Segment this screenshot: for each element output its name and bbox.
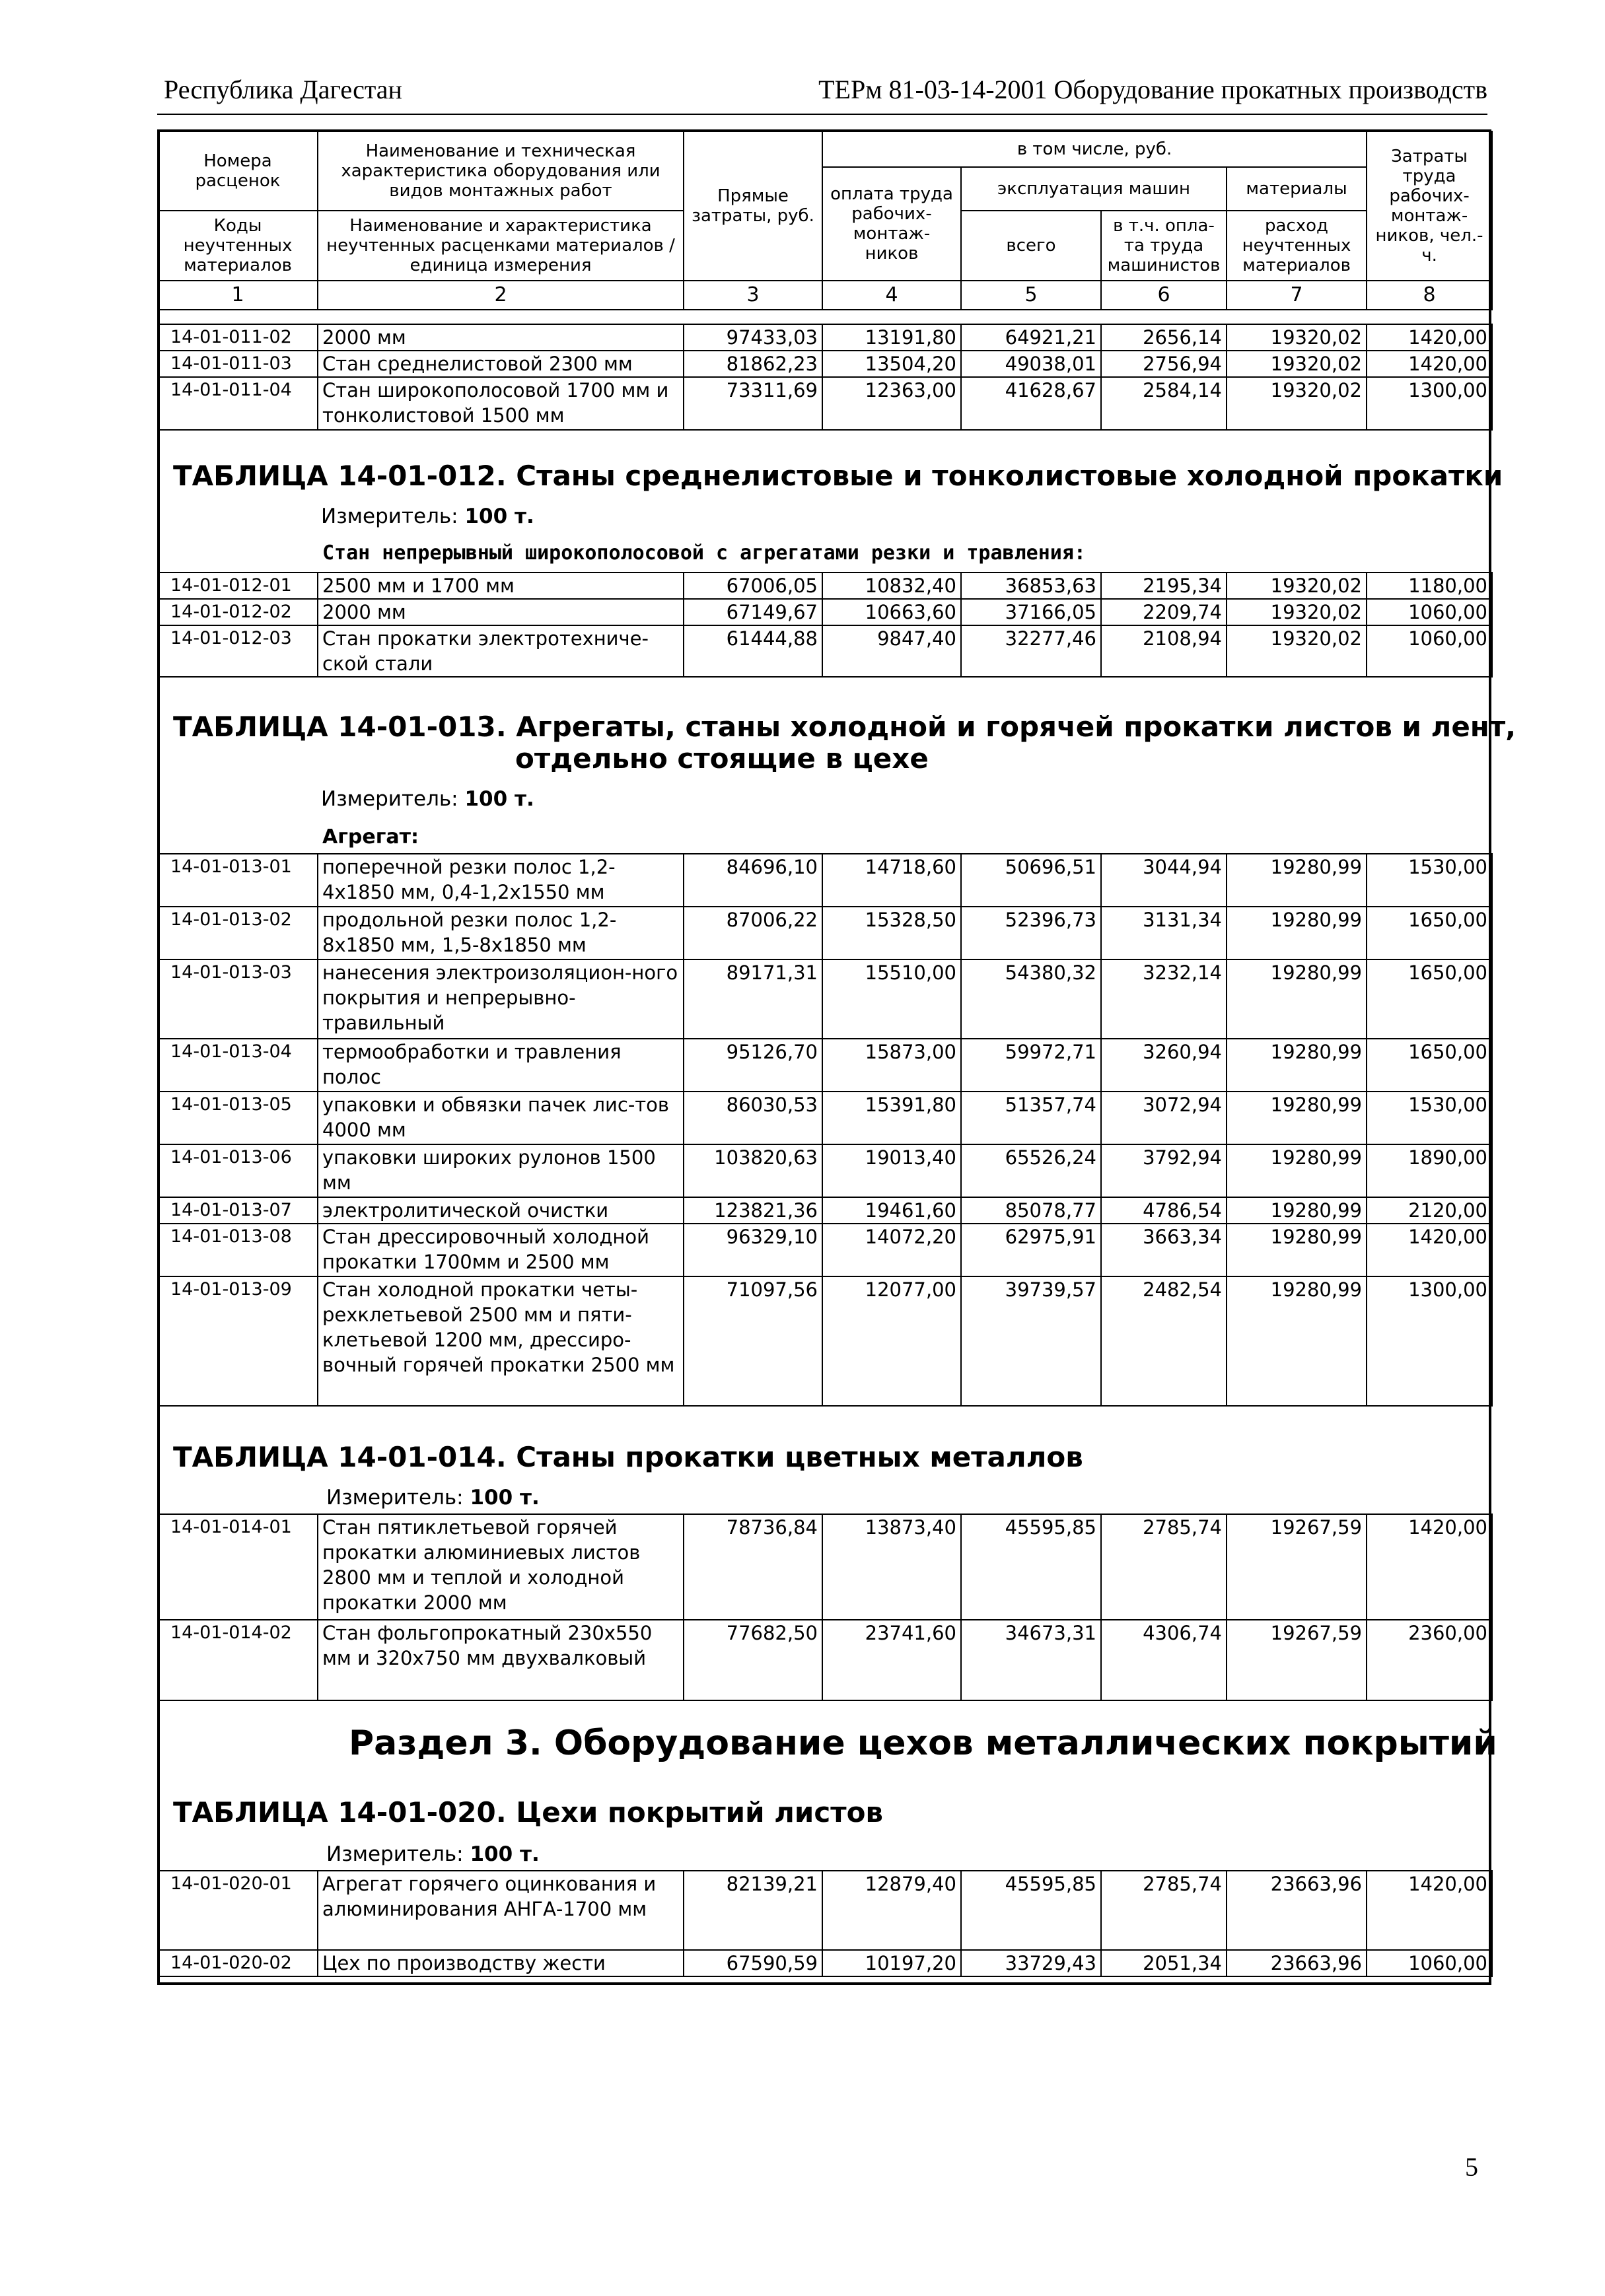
row-name: 2500 мм и 1700 мм: [318, 573, 684, 599]
row-v8: 1060,00: [1367, 599, 1492, 625]
row-v8: 1420,00: [1367, 1514, 1492, 1620]
table-row: [158, 854, 1492, 907]
row-v8: 1060,00: [1367, 1950, 1492, 1976]
table-row: [158, 625, 1492, 677]
table-012-title: ТАБЛИЦА 14-01-012. Станы среднелистовые и тонколистовые холодной прокатки: [173, 460, 1503, 492]
measure-value: 100 т.: [470, 1486, 540, 1510]
row-v3: 82139,21: [684, 1871, 822, 1950]
row-name: Цех по производству жести: [318, 1950, 684, 1976]
row-code: 14-01-013-01: [158, 854, 318, 907]
row-v8: 1650,00: [1367, 1039, 1492, 1092]
row-v3: 73311,69: [684, 377, 822, 430]
row-v5: 45595,85: [961, 1514, 1101, 1620]
row-v8: 1890,00: [1367, 1144, 1492, 1197]
col5-header: всего: [961, 211, 1101, 281]
col-number-7: 7: [1227, 281, 1367, 310]
row-v5: 51357,74: [961, 1092, 1101, 1144]
row-v7: 19320,02: [1227, 377, 1367, 430]
row-name: Стан широкополосовой 1700 мм и тонколистовой 1500 мм: [318, 377, 684, 430]
row-v5: 52396,73: [961, 907, 1101, 959]
row-v5: 65526,24: [961, 1144, 1101, 1197]
table-row: [158, 324, 1492, 351]
table-row: [158, 959, 1492, 1039]
row-code: 14-01-013-02: [158, 907, 318, 959]
row-v4: 15328,50: [822, 907, 961, 959]
row-v3: 97433,03: [684, 324, 822, 351]
row-code: 14-01-013-08: [158, 1224, 318, 1276]
measure-label: Измеритель:: [326, 1486, 464, 1510]
col-number-2: 2: [318, 281, 684, 310]
row-name: Стан среднелистовой 2300 мм: [318, 351, 684, 377]
row-v5: 34673,31: [961, 1620, 1101, 1700]
row-v6: 2195,34: [1101, 573, 1227, 599]
row-v3: 123821,36: [684, 1197, 822, 1224]
row-code: 14-01-012-01: [158, 573, 318, 599]
table-row: [158, 1039, 1492, 1092]
row-v7: 19320,02: [1227, 573, 1367, 599]
row-v8: 1060,00: [1367, 625, 1492, 677]
header-region: Республика Дагестан: [164, 75, 402, 104]
row-v7: 23663,96: [1227, 1871, 1367, 1950]
row-v7: 19280,99: [1227, 1197, 1367, 1224]
row-v7: 19280,99: [1227, 1224, 1367, 1276]
section-heading: Раздел 3. Оборудование цехов металлических покрытий: [349, 1723, 1497, 1763]
row-v5: 49038,01: [961, 351, 1101, 377]
row-v8: 1420,00: [1367, 1871, 1492, 1950]
row-v6: 3072,94: [1101, 1092, 1227, 1144]
row-code: 14-01-011-04: [158, 377, 318, 430]
row-v5: 33729,43: [961, 1950, 1101, 1976]
page-number: 5: [1465, 2152, 1478, 2182]
row-v4: 12879,40: [822, 1871, 961, 1950]
row-v4: 10832,40: [822, 573, 961, 599]
row-v6: 2785,74: [1101, 1514, 1227, 1620]
row-v6: 2482,54: [1101, 1276, 1227, 1406]
row-code: 14-01-012-02: [158, 599, 318, 625]
row-v8: 1300,00: [1367, 1276, 1492, 1406]
col-number-4: 4: [822, 281, 961, 310]
row-v3: 103820,63: [684, 1144, 822, 1197]
measure-label: Измеритель:: [321, 787, 458, 811]
row-v3: 77682,50: [684, 1620, 822, 1700]
row-v8: 1530,00: [1367, 1092, 1492, 1144]
row-v8: 1530,00: [1367, 854, 1492, 907]
row-name: 2000 мм: [318, 599, 684, 625]
row-v7: 19280,99: [1227, 907, 1367, 959]
row-v5: 59972,71: [961, 1039, 1101, 1092]
measure-label: Измеритель:: [326, 1842, 464, 1866]
table-row: [158, 1620, 1492, 1700]
table-row: [158, 1197, 1492, 1224]
row-v6: 3260,94: [1101, 1039, 1227, 1092]
row-v4: 10197,20: [822, 1950, 961, 1976]
row-v7: 19280,99: [1227, 959, 1367, 1039]
table-013-title-line2: отдельно стоящие в цехе: [515, 742, 929, 775]
measure-value: 100 т.: [464, 504, 534, 528]
row-v3: 89171,31: [684, 959, 822, 1039]
row-v6: 3044,94: [1101, 854, 1227, 907]
row-code: 14-01-013-03: [158, 959, 318, 1039]
row-name: Стан пятиклетьевой горячей прокатки алюминиевых листов 2800 мм и теплой и холодной прокатки 2000 мм: [318, 1514, 684, 1620]
col-number-1: 1: [158, 281, 318, 310]
table-020: [157, 1870, 1493, 1977]
col-number-8: 8: [1367, 281, 1492, 310]
row-v6: 2785,74: [1101, 1871, 1227, 1950]
table-row: [158, 907, 1492, 959]
row-v3: 86030,53: [684, 1092, 822, 1144]
row-v6: 3131,34: [1101, 907, 1227, 959]
row-name: Стан дрессировочный холодной прокатки 1700мм и 2500 мм: [318, 1224, 684, 1276]
row-v5: 41628,67: [961, 377, 1101, 430]
column-header-table: [157, 131, 1493, 310]
table-013-title: ТАБЛИЦА 14-01-013. Агрегаты, станы холодной и горячей прокатки листов и лент,: [173, 711, 1516, 743]
row-v7: 19280,99: [1227, 1276, 1367, 1406]
row-code: 14-01-013-07: [158, 1197, 318, 1224]
row-v4: 19461,60: [822, 1197, 961, 1224]
row-v5: 50696,51: [961, 854, 1101, 907]
row-v6: 2108,94: [1101, 625, 1227, 677]
row-v4: 15510,00: [822, 959, 961, 1039]
row-v3: 67149,67: [684, 599, 822, 625]
row-v8: 1420,00: [1367, 351, 1492, 377]
row-name: Стан прокатки электротехниче-ской стали: [318, 625, 684, 677]
table-013: [157, 853, 1493, 1407]
row-v8: 2120,00: [1367, 1197, 1492, 1224]
row-v5: 32277,46: [961, 625, 1101, 677]
col1-bottom-header: Коды неучтенных материалов: [158, 211, 318, 281]
row-v5: 39739,57: [961, 1276, 1101, 1406]
row-v3: 78736,84: [684, 1514, 822, 1620]
col6-header: в т.ч. опла-та труда машинистов: [1101, 211, 1227, 281]
row-v3: 67590,59: [684, 1950, 822, 1976]
machines-header: эксплуатация машин: [961, 167, 1227, 211]
row-code: 14-01-011-03: [158, 351, 318, 377]
row-code: 14-01-011-02: [158, 324, 318, 351]
row-v6: 2051,34: [1101, 1950, 1227, 1976]
row-v3: 95126,70: [684, 1039, 822, 1092]
row-v3: 71097,56: [684, 1276, 822, 1406]
row-name: упаковки широких рулонов 1500 мм: [318, 1144, 684, 1197]
table-012: [157, 572, 1493, 678]
col7-header: расход неучтенных материалов: [1227, 211, 1367, 281]
table-row: [158, 1950, 1492, 1976]
table-020-title: ТАБЛИЦА 14-01-020. Цехи покрытий листов: [173, 1796, 883, 1828]
row-v5: 45595,85: [961, 1871, 1101, 1950]
row-v7: 19320,02: [1227, 324, 1367, 351]
row-v7: 23663,96: [1227, 1950, 1367, 1976]
row-v8: 1420,00: [1367, 1224, 1492, 1276]
table-row: [158, 377, 1492, 430]
row-code: 14-01-013-09: [158, 1276, 318, 1406]
row-v7: 19280,99: [1227, 1144, 1367, 1197]
row-v3: 84696,10: [684, 854, 822, 907]
row-v8: 1650,00: [1367, 907, 1492, 959]
row-v4: 15391,80: [822, 1092, 961, 1144]
row-v3: 67006,05: [684, 573, 822, 599]
row-name: Стан холодной прокатки четы-рехклетьевой 2500 мм и пяти-клетьевой 1200 мм, дрессиро-вочный горячей прокатки 2500 мм: [318, 1276, 684, 1406]
row-code: 14-01-020-01: [158, 1871, 318, 1950]
table-row: [158, 573, 1492, 599]
row-v3: 87006,22: [684, 907, 822, 959]
row-code: 14-01-014-01: [158, 1514, 318, 1620]
measure-value: 100 т.: [464, 787, 534, 811]
row-v7: 19320,02: [1227, 599, 1367, 625]
row-v3: 61444,88: [684, 625, 822, 677]
table-011-continued: [157, 324, 1493, 431]
row-v5: 62975,91: [961, 1224, 1101, 1276]
table-012-measure: [321, 504, 534, 528]
table-row: [158, 599, 1492, 625]
col3-header: Прямые затраты, руб.: [684, 131, 822, 281]
row-name: электролитической очистки: [318, 1197, 684, 1224]
row-v5: 85078,77: [961, 1197, 1101, 1224]
header-document-title: ТЕРм 81-03-14-2001 Оборудование прокатных производств: [818, 75, 1487, 104]
row-v8: 1180,00: [1367, 573, 1492, 599]
row-v4: 10663,60: [822, 599, 961, 625]
col2-top-header: Наименование и техническая характеристика оборудования или видов монтажных работ: [318, 131, 684, 211]
table-row: [158, 1276, 1492, 1406]
row-code: 14-01-013-04: [158, 1039, 318, 1092]
col1-top-header: Номера расценок: [158, 131, 318, 211]
row-v6: 2656,14: [1101, 324, 1227, 351]
col-number-5: 5: [961, 281, 1101, 310]
table-row: [158, 1092, 1492, 1144]
row-v6: 3792,94: [1101, 1144, 1227, 1197]
row-name: Стан фольгопрокатный 230x550 мм и 320x750 мм двухвалковый: [318, 1620, 684, 1700]
table-014-measure: [326, 1486, 540, 1510]
measure-value: 100 т.: [470, 1842, 540, 1866]
row-v7: 19280,99: [1227, 1039, 1367, 1092]
row-v7: 19320,02: [1227, 351, 1367, 377]
col-number-6: 6: [1101, 281, 1227, 310]
row-v4: 14718,60: [822, 854, 961, 907]
row-v8: 1650,00: [1367, 959, 1492, 1039]
table-014-title: ТАБЛИЦА 14-01-014. Станы прокатки цветных металлов: [173, 1441, 1083, 1473]
row-v8: 2360,00: [1367, 1620, 1492, 1700]
row-v6: 4786,54: [1101, 1197, 1227, 1224]
row-v4: 12077,00: [822, 1276, 961, 1406]
row-name: 2000 мм: [318, 324, 684, 351]
row-v4: 13873,40: [822, 1514, 961, 1620]
table-012-subheading: Стан непрерывный широкополосовой с агрегатами резки и травления:: [322, 541, 1086, 565]
row-code: 14-01-013-06: [158, 1144, 318, 1197]
row-v8: 1300,00: [1367, 377, 1492, 430]
row-v8: 1420,00: [1367, 324, 1492, 351]
row-name: поперечной резки полос 1,2-4x1850 мм, 0,4-1,2x1550 мм: [318, 854, 684, 907]
table-013-subheading: Агрегат:: [322, 825, 419, 849]
row-name: продольной резки полос 1,2-8x1850 мм, 1,5-8x1850 мм: [318, 907, 684, 959]
col4-header: оплата труда рабочих-монтаж-ников: [822, 167, 961, 281]
row-v4: 13191,80: [822, 324, 961, 351]
col2-bottom-header: Наименование и характеристика неучтенных расценками материалов / единица измерения: [318, 211, 684, 281]
row-v6: 4306,74: [1101, 1620, 1227, 1700]
row-code: 14-01-020-02: [158, 1950, 318, 1976]
row-v7: 19320,02: [1227, 625, 1367, 677]
row-v3: 96329,10: [684, 1224, 822, 1276]
row-v6: 3232,14: [1101, 959, 1227, 1039]
table-row: [158, 1144, 1492, 1197]
row-code: 14-01-012-03: [158, 625, 318, 677]
table-row: [158, 1514, 1492, 1620]
row-v4: 9847,40: [822, 625, 961, 677]
col8-header: Затраты труда рабочих-монтаж-ников, чел.-ч.: [1367, 131, 1492, 281]
row-v7: 19267,59: [1227, 1514, 1367, 1620]
table-row: [158, 351, 1492, 377]
row-v6: 3663,34: [1101, 1224, 1227, 1276]
table-013-measure: [321, 787, 534, 811]
row-code: 14-01-013-05: [158, 1092, 318, 1144]
row-code: 14-01-014-02: [158, 1620, 318, 1700]
row-v7: 19280,99: [1227, 1092, 1367, 1144]
table-014: [157, 1513, 1493, 1701]
measure-label: Измеритель:: [321, 504, 458, 528]
row-v7: 19267,59: [1227, 1620, 1367, 1700]
row-v5: 37166,05: [961, 599, 1101, 625]
incl-header: в том числе, руб.: [822, 131, 1367, 167]
row-v6: 2209,74: [1101, 599, 1227, 625]
row-v4: 19013,40: [822, 1144, 961, 1197]
row-v5: 64921,21: [961, 324, 1101, 351]
row-name: Агрегат горячего оцинкования и алюминирования АНГА-1700 мм: [318, 1871, 684, 1950]
row-v5: 36853,63: [961, 573, 1101, 599]
row-name: термообработки и травления полос: [318, 1039, 684, 1092]
row-v4: 12363,00: [822, 377, 961, 430]
row-name: нанесения электроизоляцион-ного покрытия и непрерывно-травильный: [318, 959, 684, 1039]
table-row: [158, 1224, 1492, 1276]
row-v4: 15873,00: [822, 1039, 961, 1092]
row-v6: 2584,14: [1101, 377, 1227, 430]
row-v4: 14072,20: [822, 1224, 961, 1276]
table-row: [158, 1871, 1492, 1950]
col-number-3: 3: [684, 281, 822, 310]
row-v3: 81862,23: [684, 351, 822, 377]
row-v4: 23741,60: [822, 1620, 961, 1700]
row-name: упаковки и обвязки пачек лис-тов 4000 мм: [318, 1092, 684, 1144]
header-rule: [157, 114, 1487, 115]
row-v4: 13504,20: [822, 351, 961, 377]
row-v7: 19280,99: [1227, 854, 1367, 907]
row-v6: 2756,94: [1101, 351, 1227, 377]
row-v5: 54380,32: [961, 959, 1101, 1039]
table-020-measure: [326, 1842, 540, 1866]
materials-header: материалы: [1227, 167, 1367, 211]
